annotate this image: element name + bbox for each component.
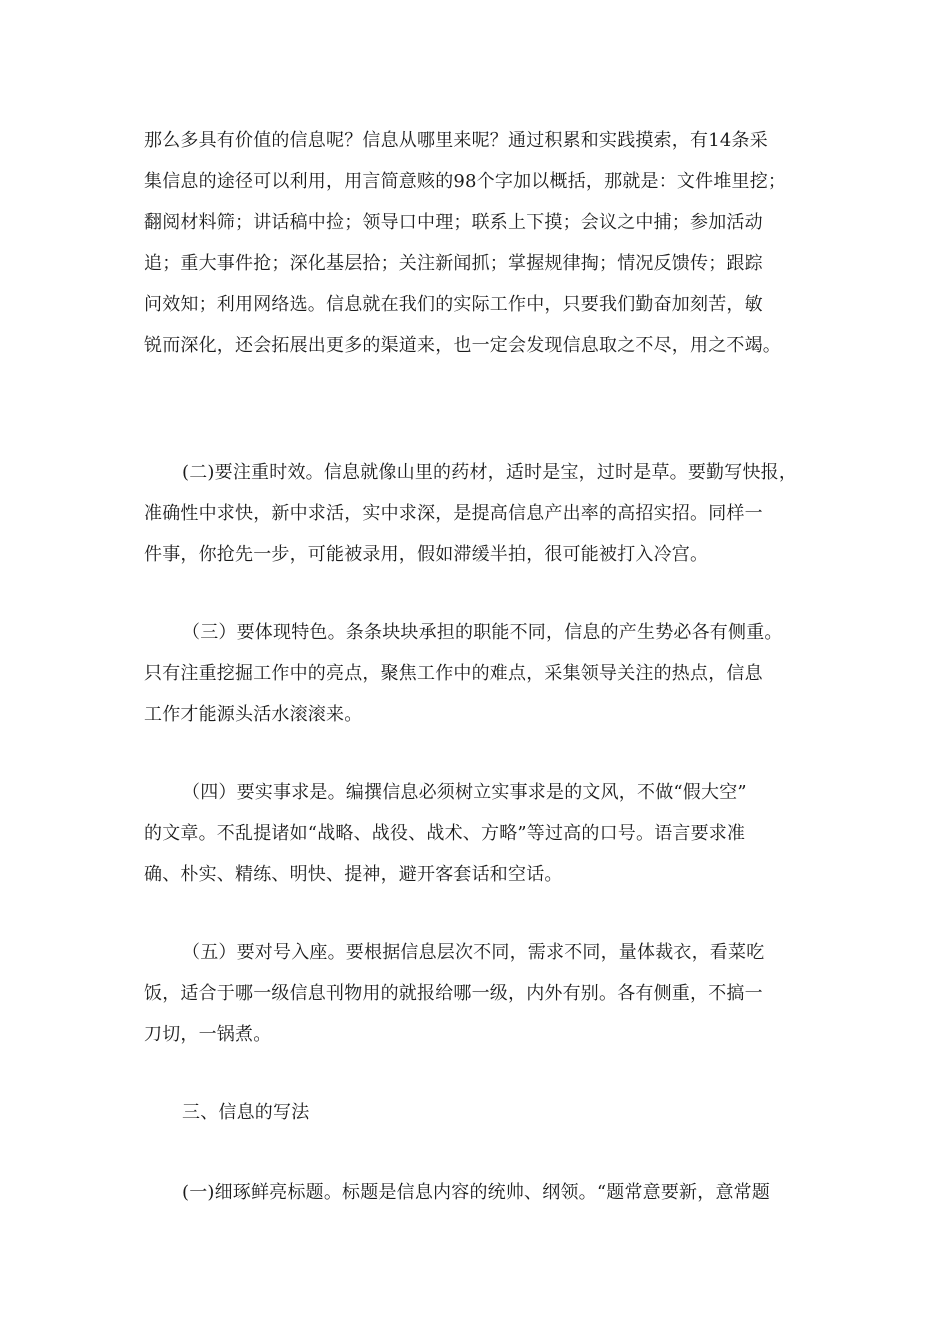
text-line: 只有注重挖掘工作中的亮点，聚焦工作中的难点，采集领导关注的热点，信息 [144,663,763,684]
text-line: 问效知；利用网络选。信息就在我们的实际工作中，只要我们勤奋加刻苦，敏 [144,294,763,315]
text-line: （三）要体现特色。条条块块承担的职能不同，信息的产生势必各有侧重。 [182,622,783,643]
text-line: (二)要注重时效。信息就像山里的药材，适时是宝，过时是草。要勤写快报， [182,462,798,483]
text-line: 准确性中求快，新中求活，实中求深，是提高信息产出率的高招实招。同样一 [144,503,763,524]
text-line: 确、朴实、精练、明快、提神，避开客套话和空话。 [144,864,563,885]
text-line: 饭，适合于哪一级信息刊物用的就报给哪一级，内外有别。各有侧重，不搞一 [144,983,763,1004]
text-line: 的文章。不乱提诸如“战略、战役、战术、方略”等过高的口号。语言要求准 [144,823,746,844]
text-line: (一)细琢鲜亮标题。标题是信息内容的统帅、纲领。“题常意要新，意常题 [182,1182,771,1203]
paragraph-characteristics [144,612,824,735]
paragraph-headline [144,1172,824,1213]
paragraph-info-sources [144,120,824,366]
text-line: 追；重大事件抢；深化基层拾；关注新闻抓；掌握规律掏；情况反馈传；跟踪 [144,253,763,274]
paragraph-truthfulness [144,772,824,895]
text-line: 件事，你抢先一步，可能被录用，假如滞缓半拍，很可能被打入冷宫。 [144,544,709,565]
section-heading-writing-method [144,1092,824,1133]
text-line: 那么多具有价值的信息呢？信息从哪里来呢？通过积累和实践摸索，有14条采 [144,130,768,151]
text-line: 刀切，一锅煮。 [144,1024,272,1045]
text-line: 三、信息的写法 [182,1102,310,1123]
text-line: 集信息的途径可以利用，用言简意赅的98个字加以概括，那就是：文件堆里挖； [144,171,787,192]
paragraph-targeting [144,932,824,1055]
text-line: 翻阅材料筛；讲话稿中捡；领导口中理；联系上下摸；会议之中捕；参加活动 [144,212,763,233]
text-line: （五）要对号入座。要根据信息层次不同，需求不同，量体裁衣，看菜吃 [182,942,765,963]
paragraph-timeliness [144,452,824,575]
text-line: 工作才能源头活水滚滚来。 [144,704,363,725]
text-line: （四）要实事求是。编撰信息必须树立实事求是的文风，不做“假大空” [182,782,747,803]
text-line: 锐而深化，还会拓展出更多的渠道来，也一定会发现信息取之不尽，用之不竭。 [144,335,781,356]
